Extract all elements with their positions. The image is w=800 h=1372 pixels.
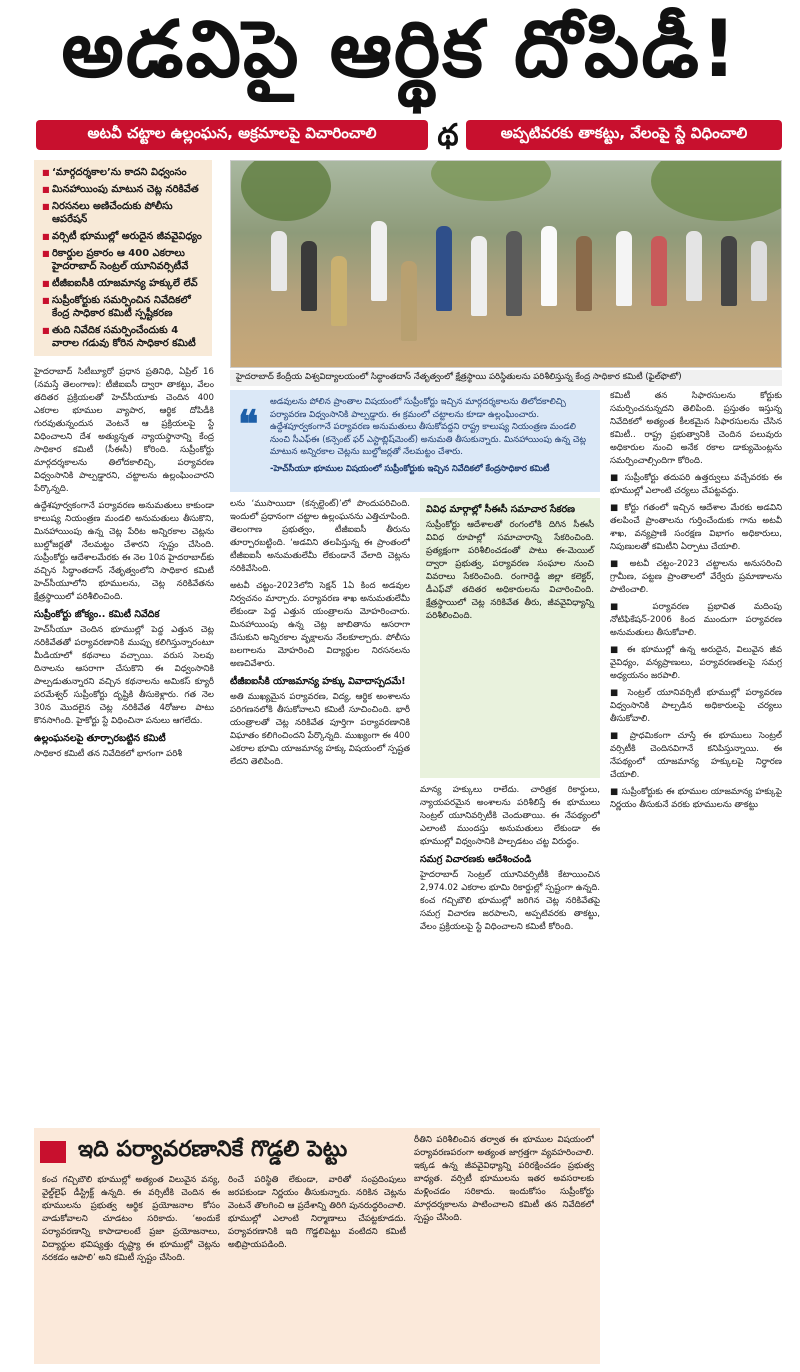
paragraph: ఉద్దేశపూర్వకంగానే పర్యావరణ అనుమతులు కాకుండా కాలుష్య నియంత్రణ మండలి అనుమతులు తీసుకొని, మినహాయింపు ఉన్న చెట్ల పేరిట అన్నిరకాల చెట్లను బుల్డోజర్లతో నేలమట్టం చేశారని స్పష్టం చేసింది. సుప్రీంకోర్టు ఆదేశాలమేరకు ఈ నెల 10న హైదరాబాద్‌కు వచ్చిన సిద్ధాంతదాస్ నేతృత్వంలోని సాధికార కమిటీ హెచ్‌సీయూలోని భూములను, చెట్ల నరికివేతను క్షేత్రస్థాయిలో పరిశీలించింది. xyxy=(34,501,214,602)
section-heading: ఉల్లంఘనలపై తూర్పారబట్టిన కమిటీ xyxy=(34,733,166,744)
box-text: సుప్రీంకోర్టు ఆదేశాలతో రంగంలోకి దిగిన సీఈసీ వివిధ రూపాల్లో సమాచారాన్ని సేకరించింది. ప్రత్యక్షంగా పరిశీలించడంతో పాటు ఈ-మెయిల్ ద్వారా ప్రభుత్వ, పర్యావరణ సంఘాల నుంచి వివరాలు సేకరించింది. రంగారెడ్డి జిల్లా కలెక్టర్, డీఎఫ్‌వో తదితర అధికారులను విచారించింది. క్షేత్రస్థాయిలో చెట్ల నరికివేత తీరు, జీవవైవిధ్యాన్ని పరిశీలించింది. xyxy=(426,520,594,621)
article-column-1 xyxy=(34,366,214,1126)
headline-glyph: థ xyxy=(437,118,459,153)
subheadline-right: అప్పటివరకు తాకట్టు, వేలంపై స్టే విధించాలి xyxy=(466,120,782,150)
list-item: ■ ప్రాధమికంగా చూస్తే ఈ భూములు సెంట్రల్ వర్సిటీకి చెందినవిగానే కనిపిస్తున్నాయి. ఈ నేపథ్యంలో యాజమాన్య హక్కులపై నిర్ధారణ చేయాలి. xyxy=(610,731,782,780)
highlight-item: ■ ‘మార్గదర్శకాల’ను కాదని విధ్వంసం xyxy=(42,166,206,179)
quote-mark-icon: ❝ xyxy=(238,401,259,446)
list-item: ■ సెంట్రల్ యూనివర్సిటీ భూముల్లో పర్యావరణ విధ్వంసానికి పాల్పడిన అధికారులపై చర్యలు తీసుకోవాలి. xyxy=(610,688,782,724)
highlights-box xyxy=(34,160,212,356)
list-item: ■ కోర్టు గతంలో ఇచ్చిన ఆదేశాల మేరకు అడవిని తలపించే ప్రాంతాలను గుర్తించేందుకు గాను అటవీ శాఖ, వన్యప్రాణి సంరక్షణ విభాగం అధికారులు, నిపుణులతో కమిటీని ఏర్పాటు చేయాలి. xyxy=(610,503,782,552)
info-box-green xyxy=(420,498,600,778)
paragraph: కమిటీ తన సిఫారసులను కోర్టుకు సమర్పించనున్నదని తెలిపింది. ప్రస్తుతం ఇస్తున్న నివేదికలో అత్యంత కీలకమైన సిఫారసులను చేసిన కమిటీ.. రాష్ట్ర ప్రభుత్వానికి చెందిన పలువురు అధికారుల నుంచి అనేక రకాల డాక్యుమెంట్లను సమర్పించాల్సిందిగా కోరింది. xyxy=(610,391,782,466)
environment-column-2: రించే పరిస్థితి లేకుండా, వారితో సంప్రదింపులు జరపకుండా నిర్ణయం తీసుకున్నారు. నరికిన చెట్లను వెంటనే తొలగించి ఆ ప్రదేశాన్ని తిరిగి పునరుద్ధరించాలి. భూముల్లో ఎలాంటి నిర్మాణాలు చేపట్టకూడదు. పర్యావరణానికి ఇది గొడ్డలిపెట్టు వంటిదని కమిటీ అభిప్రాయపడింది. xyxy=(228,1175,406,1250)
article-column-4 xyxy=(610,390,782,1362)
paragraph: లను ‘ముసాయిదా (కన్సల్టెంట్)’లో పొందుపరిచింది. ఇందులో ప్రధానంగా చట్టాల ఉల్లంఘనను ఎత్తిచూపింది. తెలంగాణ ప్రభుత్వం, టీజీఐఐసీ తీరును తూర్పారబట్టింది. ‘అడవిని తలపిస్తున్న ఈ ప్రాంతంలో టీజీఐఐసీ అనుమతులేమీ లేకుండానే వేలాది చెట్లను నరికివేసింది. xyxy=(230,499,410,574)
paragraph: హైదరాబాద్ సెంట్రల్ యూనివర్సిటీకి కేటాయించిన 2,974.02 ఎకరాల భూమి రికార్డుల్లో స్పష్టంగా ఉన్నది. కంచ గచ్చిబౌలి భూముల్లో జరిగిన చెట్ల నరికివేతపై సమగ్ర విచారణ జరపాలని, అప్పటివరకు తాకట్టు, వేలం ప్రక్రియలపై స్టే విధించాలని కమిటీ కోరింది. xyxy=(420,870,600,932)
paragraph: మాన్య హక్కులు రాలేదు. చారిత్రక రికార్డులు, న్యాయపరమైన అంశాలను పరిశీలిస్తే ఈ భూములు సెంట్రల్ యూనివర్సిటీకి చెందుతాయి. ఈ నేపథ్యంలో ఎలాంటి ముందస్తు అనుమతులు లేకుండా ఈ భూముల్లో విధ్వంసానికి పాల్పడటం చట్ట విరుద్ధం. xyxy=(420,785,600,847)
environment-column-1: కంచ గచ్చిబౌలి భూముల్లో అత్యంత విలువైన వన్య, వైల్డ్‌లైఫ్ డీస్ట్రిక్ట్ ఉన్నది. ఈ వర్సిటీకి చెందిన ఈ భూములను ప్రభుత్వ ఆర్థిక ప్రయోజనాల కోసం వాడుకోవాలని చూడటం సరికాదు. ‘అందుకే పర్యావరణాన్ని కాపాడాలంటే ప్రజా ప్రయోజనాలు, విద్యార్థుల భవిష్యత్తు దృష్ట్యా ఈ భూముల్లో చెట్లను నరకడం ఆపాలి’ అని కమిటీ స్పష్టం చేసింది. xyxy=(42,1175,220,1263)
quote-attribution: -హెచ్‌సీయూ భూముల విషయంలో సుప్రీంకోర్టుకు ఇచ్చిన నివేదికలో కేంద్రసాధికార కమిటీ xyxy=(270,462,550,473)
paragraph: సాధికార కమిటీ తన నివేదికలో భాగంగా పరిశీ xyxy=(34,749,183,759)
environment-column-3: రీతిని పరిశీలించిన తర్వాత ఈ భూముల విషయంలో పర్యావరణపరంగా అత్యంత జాగ్రత్తగా వ్యవహరించాలి. ఇక్కడ ఉన్న జీవవైవిధ్యాన్ని పరిరక్షించడం ప్రభుత్వ బాధ్యత. వర్సిటీ భూములను ఇతర అవసరాలకు మళ్లించడం సరికాదు. ఇందుకోసం సుప్రీంకోర్టు మార్గదర్శకాలను పాటించాలని కమిటీ తన నివేదికలో స్పష్టం చేసింది. xyxy=(414,1135,594,1223)
highlight-item: ■ టీజీఐఐసీకి యాజమాన్య హక్కులే లేవ్ xyxy=(42,277,206,290)
headline: అడవిపై ఆర్థిక దోపిడీ! xyxy=(61,4,739,95)
highlight-item: ■ తుది నివేదిక సమర్పించేందుకు 4 వారాల గడువు కోరిన సాధికార కమిటీ xyxy=(42,324,206,350)
quote-box xyxy=(230,390,600,492)
paragraph: హెచ్‌సీయూ చెందిన భూముల్లో పెద్ద ఎత్తున చెట్ల నరికివేతతో పర్యావరణానికి ముప్పు కలిగిస్తున్నారంటూ మీడియాలో కథనాలు వచ్చాయి. వరుస సెలవు దినాలను ఆసరాగా చేసుకొని ఈ విధ్వంసానికి పాల్పడుతున్నారని వచ్చిన కథనాలను అమికస్ క్యూరీ పరమేశ్వర్ సుప్రీంకోర్టు దృష్టికి తీసుకెళ్లారు. గత నెల 30న మొదలైన చెట్ల నరికివేత 4రోజుల పాటు కొనసాగింది. హైకోర్టు స్టే విధించినా పనులు ఆగలేదు. xyxy=(34,625,214,726)
paragraph: హైదరాబాద్ సిటీబ్యూరో ప్రధాన ప్రతినిధి, ఏప్రిల్ 16 (నమస్తే తెలంగాణ): టీజీఐఐసీ ద్వారా తాకట్టు, వేలం తదితర ప్రక్రియలతో హెచ్‌సీయూకు చెందిన 400 ఎకరాల భూముల వ్యాపార, ఆర్థిక దోపిడీకి గురవుతున్నందున వెంటనే ఆ ప్రక్రియలపై స్టే విధించాలని దేశ అత్యున్నత న్యాయస్థానాన్ని కేంద్ర సాధికార కమిటీ (సీఈసీ) కోరింది. సుప్రీంకోర్టు మార్గదర్శకాలను తిలోదకాలిచ్చి, పర్యావరణ విధ్వంసానికి పాల్పడ్డారని, చట్టాలను ఉల్లంఘించారని పేర్కొన్నది. xyxy=(34,367,214,494)
box-heading: వివిధ మార్గాల్లో సీఈసీ సమాచార సేకరణ xyxy=(426,504,575,515)
section-heading: సమగ్ర విచారణకు ఆదేశించండి xyxy=(420,854,532,865)
paragraph: అతి ముఖ్యమైన పర్యావరణ, విద్య, ఆర్థిక అంశాలను పరిగణనలోకి తీసుకోవాలని కమిటీ సూచించింది. భారీ యంత్రాలతో చెట్ల నరికివేత పూర్తిగా పర్యావరణానికి విఘాతం కలిగించిందని పేర్కొన్నది. ముఖ్యంగా ఈ 400 ఎకరాల భూమి యాజమాన్య హక్కు విషయంలో స్పష్టత లేదని తెలిపింది. xyxy=(230,692,410,767)
highlight-item: ■ నిరసనలు అణిచేందుకు పోలీసు ఆపరేషన్ xyxy=(42,200,206,226)
section-heading: టీజీఐఐసీకి యాజమాన్య హక్కు వివాదాస్పదమే! xyxy=(230,676,406,687)
list-item: ■ ఈ భూముల్లో ఉన్న అరుదైన, విలువైన జీవ వైవిధ్యం, వన్యప్రాణులు, పర్యావరణతలపై సమగ్ర అధ్యయనం జరపాలి. xyxy=(610,645,782,681)
list-item: ■ సుప్రీంకోర్టుకు ఈ భూముల యాజమాన్య హక్కుపై నిర్ణయం తీసుకునే వరకు భూములను తాకట్టు xyxy=(610,787,782,810)
list-item: ■ అటవీ చట్టం-2023 చట్టాలను అనుసరించి గ్రామీణ, పట్టణ ప్రాంతాలలో వేర్వేరు ప్రమాణాలను పాటించాలి. xyxy=(610,559,782,595)
highlight-item: ■ రికార్డుల ప్రకారం ఆ 400 ఎకరాలు హైదరాబాద్ సెంట్రల్ యూనివర్సిటీవే xyxy=(42,247,206,273)
news-photo xyxy=(230,160,782,368)
environment-title: ఇది పర్యావరణానికే గొడ్డలి పెట్టు xyxy=(78,1137,348,1162)
article-column-3 xyxy=(420,784,600,1126)
article-column-2 xyxy=(230,498,410,1126)
photo-caption: హైదరాబాద్ కేంద్రీయ విశ్వవిద్యాలయంలో సిద్ధాంతదాస్ నేతృత్వంలో క్షేత్రస్థాయి పరిస్థితులను పరిశీలిస్తున్న కేంద్ర సాధికార కమిటీ (ఫైల్‌ఫొటో) xyxy=(230,370,782,386)
quote-text: అడవులను పోలిన ప్రాంతాల విషయంలో సుప్రీంకోర్టు ఇచ్చిన మార్గదర్శకాలను తిలోదకాలిచ్చి పర్యావరణ విధ్వంసానికి పాల్పడ్డారు. ఈ క్రమంలో చట్టాలను కూడా ఉల్లంఘించారు. ఉద్దేశపూర్వకంగానే పర్యావరణ అనుమతులు తీసుకోవద్దని రాష్ట్ర కాలుష్య నియంత్రణ మండలి నుంచి సీఎఫ్ఈ (కన్సెంట్ ఫర్ ఎస్టాబ్లిష్‌మెంట్) అనుమతి తీసుకున్నారు. మినహాయింపు ఉన్న చెట్ల మాటున అన్నిరకాల చెట్లను బుల్డోజర్లతో నేలమట్టం చేశారు. xyxy=(270,397,587,457)
subheadline-left: అటవీ చట్టాల ఉల్లంఘన, అక్రమాలపై విచారించాలి xyxy=(36,120,428,150)
highlight-item: ■ సుప్రీంకోర్టుకు సమర్పించిన నివేదికలో కేంద్ర సాధికార కమిటీ స్పష్టీకరణ xyxy=(42,294,206,320)
paragraph: అటవీ చట్టం-2023లోని సెక్షన్ 1ఏ కింద అడవుల నిర్వచనం మార్చారు. పర్యావరణ శాఖ అనుమతులేమీ లేకుండా పెద్ద ఎత్తున యంత్రాలను మోహరించారు. మినహాయింపు ఉన్న చెట్ల జాబితాను ఆసరాగా చేసుకుని అన్నిరకాల వృక్షాలను నేలకూల్చారు. పోలీసు బలగాలను మోహరించి విద్యార్థుల నిరసనలను అణచివేశారు. xyxy=(230,581,410,669)
red-square-icon xyxy=(40,1141,66,1163)
list-item: ■ పర్యావరణ ప్రభావిత మదింపు నోటిఫికేషన్-2006 కింద ముందుగా పర్యావరణ అనుమతులు తీసుకోవాలి. xyxy=(610,602,782,638)
environment-title-row xyxy=(34,1136,434,1168)
highlight-item: ■ మినహాయింపు మాటున చెట్ల నరికివేత xyxy=(42,183,206,196)
list-item: ■ సుప్రీంకోర్టు తదుపరి ఉత్తర్వులు వచ్చేవరకు ఈ భూముల్లో ఎలాంటి చర్యలు చేపట్టవద్దు. xyxy=(610,473,782,496)
section-heading: సుప్రీంకోర్టు జోక్యం.. కమిటీ నివేదిక xyxy=(34,609,160,620)
environment-box xyxy=(34,1128,600,1364)
highlight-item: ■ వర్సిటీ భూముల్లో అరుదైన జీవవైవిధ్యం xyxy=(42,230,206,243)
